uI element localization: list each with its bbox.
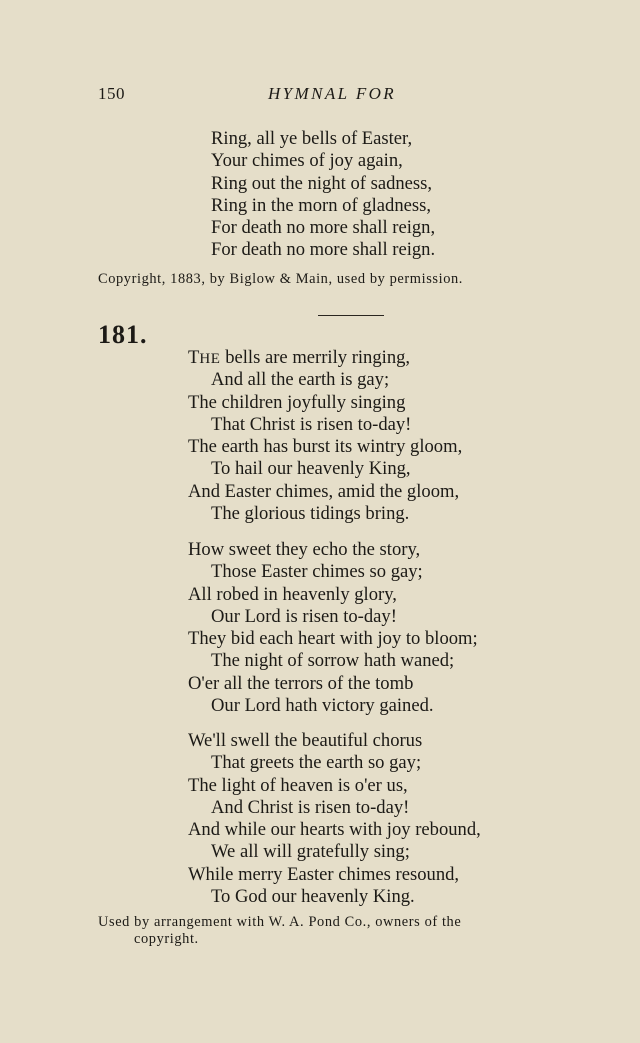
verse-line: The light of heaven is o'er us,: [188, 774, 408, 796]
hymn-number: 181.: [98, 320, 148, 349]
verse-line: How sweet they echo the story,: [188, 539, 421, 560]
verse-line: And Christ is risen to-day!: [211, 796, 410, 818]
small-caps-word: HE: [199, 351, 221, 367]
verse-line: Ring out the night of sadness,: [211, 172, 433, 194]
verse-line: For death no more shall reign.: [211, 239, 436, 261]
verse-line: Your chimes of joy again,: [211, 150, 403, 172]
verse-line: They bid each heart with joy to bloom;: [188, 628, 478, 650]
verse-line: For death no more shall reign,: [211, 217, 436, 239]
verse-line: And while our hearts with joy rebound,: [188, 819, 481, 841]
verse-line: Our Lord hath victory gained.: [211, 695, 434, 717]
page-header: [98, 84, 598, 108]
verse-line: Those Easter chimes so gay;: [211, 561, 423, 583]
verse-line: Ring in the morn of gladness,: [211, 194, 432, 216]
verse-line: That Christ is risen to-day!: [211, 413, 412, 435]
verse-line: To God our heavenly King.: [211, 886, 415, 908]
running-title: HYMNAL FOR: [268, 84, 397, 103]
stanza-3: [188, 730, 481, 908]
line-rest: bells are merrily ringing,: [220, 347, 411, 368]
verse-line: O'er all the terrors of the tomb: [188, 672, 414, 694]
credit-line: copyright.: [134, 931, 199, 947]
verse-line-first: [188, 347, 462, 369]
verse-line: That greets the earth so gay;: [211, 752, 422, 774]
verse-line: And all the earth is gay;: [211, 369, 390, 391]
stanza-2: [188, 539, 478, 717]
verse-line: All robed in heavenly glory,: [188, 583, 397, 605]
stanza-1: [188, 347, 462, 525]
verse-line: The glorious tidings bring.: [211, 503, 410, 525]
copyright-credit: Copyright, 1883, by Biglow & Main, used by permission.: [98, 271, 463, 287]
verse-line: While merry Easter chimes resound,: [188, 863, 460, 885]
verse-line: We'll swell the beautiful chorus: [188, 730, 423, 751]
page-number: 150: [98, 84, 125, 103]
verse-line: Our Lord is risen to-day!: [211, 605, 397, 627]
verse-line: The earth has burst its wintry gloom,: [188, 436, 463, 458]
section-divider: [318, 315, 384, 316]
arrangement-credit: [98, 914, 461, 948]
verse-line: Ring, all ye bells of Easter,: [211, 128, 413, 149]
verse-line: The children joyfully singing: [188, 391, 406, 413]
credit-line: Used by arrangement with W. A. Pond Co., owners of the: [98, 914, 462, 930]
verse-line: To hail our heavenly King,: [211, 458, 411, 480]
previous-hymn-stanza: [211, 128, 435, 262]
verse-line: The night of sorrow hath waned;: [211, 650, 455, 672]
verse-line: And Easter chimes, amid the gloom,: [188, 480, 460, 502]
drop-initial: T: [188, 347, 200, 368]
verse-line: We all will gratefully sing;: [211, 841, 410, 863]
